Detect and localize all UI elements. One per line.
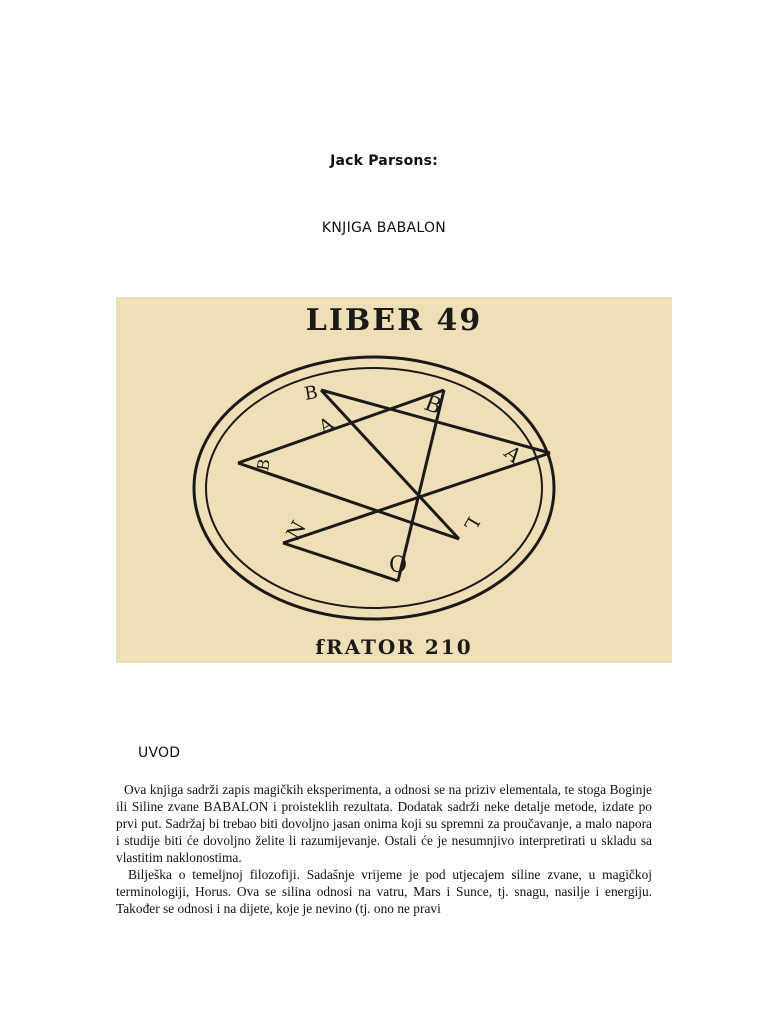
seal-letter-b-left: B: [253, 457, 274, 473]
section-heading-uvod: UVOD: [138, 745, 181, 761]
book-title: KNJIGA BABALON: [321, 220, 447, 236]
seal-outer-circle: [194, 357, 554, 619]
seal-letter-n: N: [281, 516, 311, 544]
body-text: [116, 781, 652, 917]
paragraph: Bilješka o temeljnoj filozofiji. Sadašnje vrijeme je pod utjecajem siline zvane, u magičkoj terminologiji, Horus. Ova se silina odnosi na vatru, Mars i Sunce, tj. snagu, nasilje i energiju. Također se odnosi i na dijete, koje je nevino (tj. ono ne pravi: [116, 867, 652, 916]
seal-letter-a-2: A: [499, 440, 527, 468]
seal-letter-a-1: A: [315, 413, 338, 438]
seal-drawing: [116, 297, 672, 663]
paragraph: Ova knjiga sadrži zapis magičkih eksperimenta, a odnosi se na priziv elementala, te stoga Boginje ili Siline zvane BABALON i proisteklih rezultata. Dodatak sadrži neke detalje metode, izdate po prvi put. Sadržaj bi trebao biti dovoljno jasan onima koji su spremni za proučavanje, a malo napora i studije biti će dovoljno želite li razumijevanje. Ostali će je nesumnjivo interpretirati u skladu sa vlastitim naklonostima.: [116, 782, 652, 865]
liber-49-seal-image: [116, 297, 672, 663]
seal-letter-o: O: [388, 553, 408, 578]
seal-letter-b-1: B: [302, 382, 320, 405]
author-heading: Jack Parsons:: [330, 153, 438, 169]
seal-letter-l: L: [459, 512, 484, 534]
seal-top-text: LIBER 49: [305, 303, 483, 338]
seal-letter-b-2: B: [420, 390, 445, 420]
seal-bottom-text: fRATOR 210: [315, 635, 473, 659]
